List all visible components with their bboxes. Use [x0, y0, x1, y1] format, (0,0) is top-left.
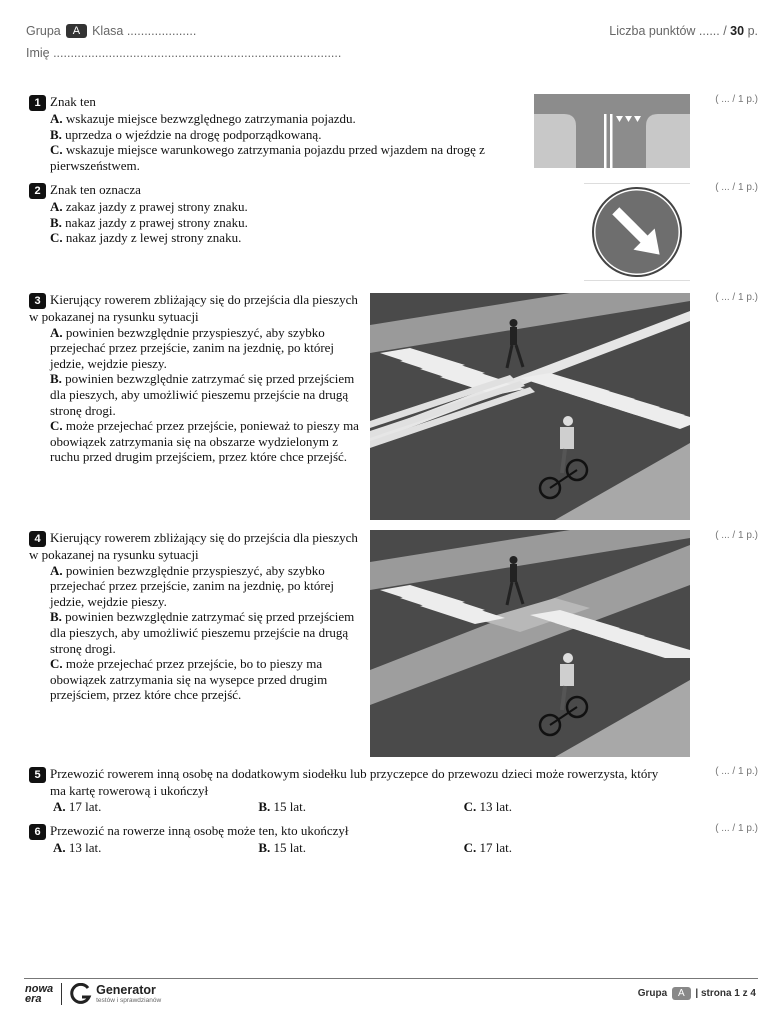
option-b: B. 15 lat. [258, 840, 306, 855]
option-a: A. wskazuje miejsce bezwzględnego zatrzymania pojazdu. [50, 111, 356, 126]
question-lead: Kierujący rowerem zbliżający się do przejścia dla pieszych w pokazanej na rysunku sytuacji [29, 292, 358, 324]
group-class-line [26, 24, 196, 38]
question-number: 4 [29, 531, 46, 547]
footer-group-badge: A [672, 987, 691, 1000]
option-b: B. nakaz jazdy z prawej strony znaku. [50, 214, 248, 230]
question-3 [29, 292, 369, 465]
page-header [26, 24, 758, 60]
page-indicator: Grupa A | strona 1 z 4 [637, 988, 756, 999]
crossing-scene-figure-1 [370, 293, 690, 520]
question-number: 5 [29, 767, 46, 783]
option-a: A. powinien bezwzględnie przyspieszyć, aby szybko przejechać przez przejście, zanim na jezdnię, po której jedzie, wejdzie pieszy. [50, 324, 335, 371]
footer-divider [24, 978, 758, 979]
option-c: C. nakaz jazdy z lewej strony znaku. [50, 230, 242, 246]
option-c: C. 17 lat. [463, 840, 513, 855]
question-lead: Znak ten oznacza [50, 182, 141, 197]
points-label: Liczba punktów ...... / [609, 24, 727, 38]
points-total: 30 [730, 24, 745, 38]
question-number: 6 [29, 824, 46, 840]
option-b: B. powinien bezwzględnie zatrzymać się przed przejściem dla pieszych, aby umożliwić pieszemu przejście na drugą stronę drogi. [50, 609, 355, 656]
option-a: A. 17 lat. [53, 798, 102, 814]
nowa-era-logo: nowa era [25, 983, 54, 1005]
options-list [29, 199, 529, 246]
name-line: Imię ................................................................................... [26, 46, 342, 60]
footer-logo [25, 983, 161, 1005]
question-number: 2 [29, 183, 46, 199]
option-b: B. powinien bezwzględnie zatrzymać się przed przejściem dla pieszych, aby umożliwić pieszemu przejście na drugą stronę drogi. [50, 371, 355, 418]
points-field: ( ... / 1 p.) [715, 530, 758, 541]
generator-brand: Generator testów i sprawdzianów [96, 982, 162, 1004]
option-b: B. uprzedza o wjeździe na drogę podporządkowaną. [50, 126, 322, 142]
option-c: C. wskazuje miejsce warunkowego zatrzymania pojazdu przed wjazdem na drogę z pierwszeństwem. [50, 142, 485, 173]
points-field: ( ... / 1 p.) [715, 182, 758, 193]
points-unit: p. [747, 24, 758, 38]
options-list [29, 563, 369, 703]
points-field: ( ... / 1 p.) [715, 94, 758, 105]
question-lead: Przewozić rowerem inną osobę na dodatkowym siodełku lub przyczepce do przewozu dzieci może rowerzysta, który ma kartę rowerową i ukończył [50, 766, 659, 798]
question-1 [29, 94, 529, 173]
generator-g-icon [70, 983, 92, 1005]
class-label: Klasa .................... [92, 24, 197, 38]
crossing-scene-figure-2 [370, 530, 690, 757]
options-list [29, 111, 529, 173]
option-c: C. 13 lat. [463, 798, 513, 814]
question-2 [29, 182, 529, 246]
options-list [29, 325, 369, 465]
question-6 [29, 823, 669, 856]
options-list [29, 799, 669, 815]
option-a: A. 13 lat. [53, 840, 102, 855]
option-c: C. może przejechać przez przejście, bo to pieszy ma obowiązek zatrzymania się na wysepce przed drugim przejściem, przez które chce przejść. [50, 656, 328, 703]
points-field: ( ... / 1 p.) [715, 823, 758, 834]
question-lead: Znak ten [50, 94, 96, 109]
option-a: A. zakaz jazdy z prawej strony znaku. [50, 199, 248, 214]
question-lead: Kierujący rowerem zbliżający się do przejścia dla pieszych w pokazanej na rysunku sytuacji [29, 530, 358, 562]
question-lead: Przewozić na rowerze inną osobę może ten, kto ukończył [50, 823, 349, 838]
question-number: 1 [29, 95, 46, 111]
points-field: ( ... / 1 p.) [715, 766, 758, 777]
options-list [29, 840, 669, 856]
option-c: C. może przejechać przez przejście, ponieważ to pieszy ma obowiązek zatrzymania się na obszarze wydzielonym z ruchu przed drugim przejściem, przez które chce przejść. [50, 418, 359, 465]
question-number: 3 [29, 293, 46, 309]
option-b: B. 15 lat. [258, 798, 306, 814]
logo-separator [61, 983, 62, 1005]
question-5 [29, 766, 669, 814]
stop-line-figure [534, 94, 690, 168]
group-label: Grupa [26, 24, 61, 38]
group-badge: A [66, 24, 87, 38]
keep-right-sign-figure [584, 183, 690, 281]
question-4 [29, 530, 369, 703]
points-field: ( ... / 1 p.) [715, 292, 758, 303]
option-a: A. powinien bezwzględnie przyspieszyć, aby szybko przejechać przez przejście, zanim na jezdnię, po której jedzie, wejdzie pieszy. [50, 562, 335, 609]
points-summary [609, 24, 758, 38]
